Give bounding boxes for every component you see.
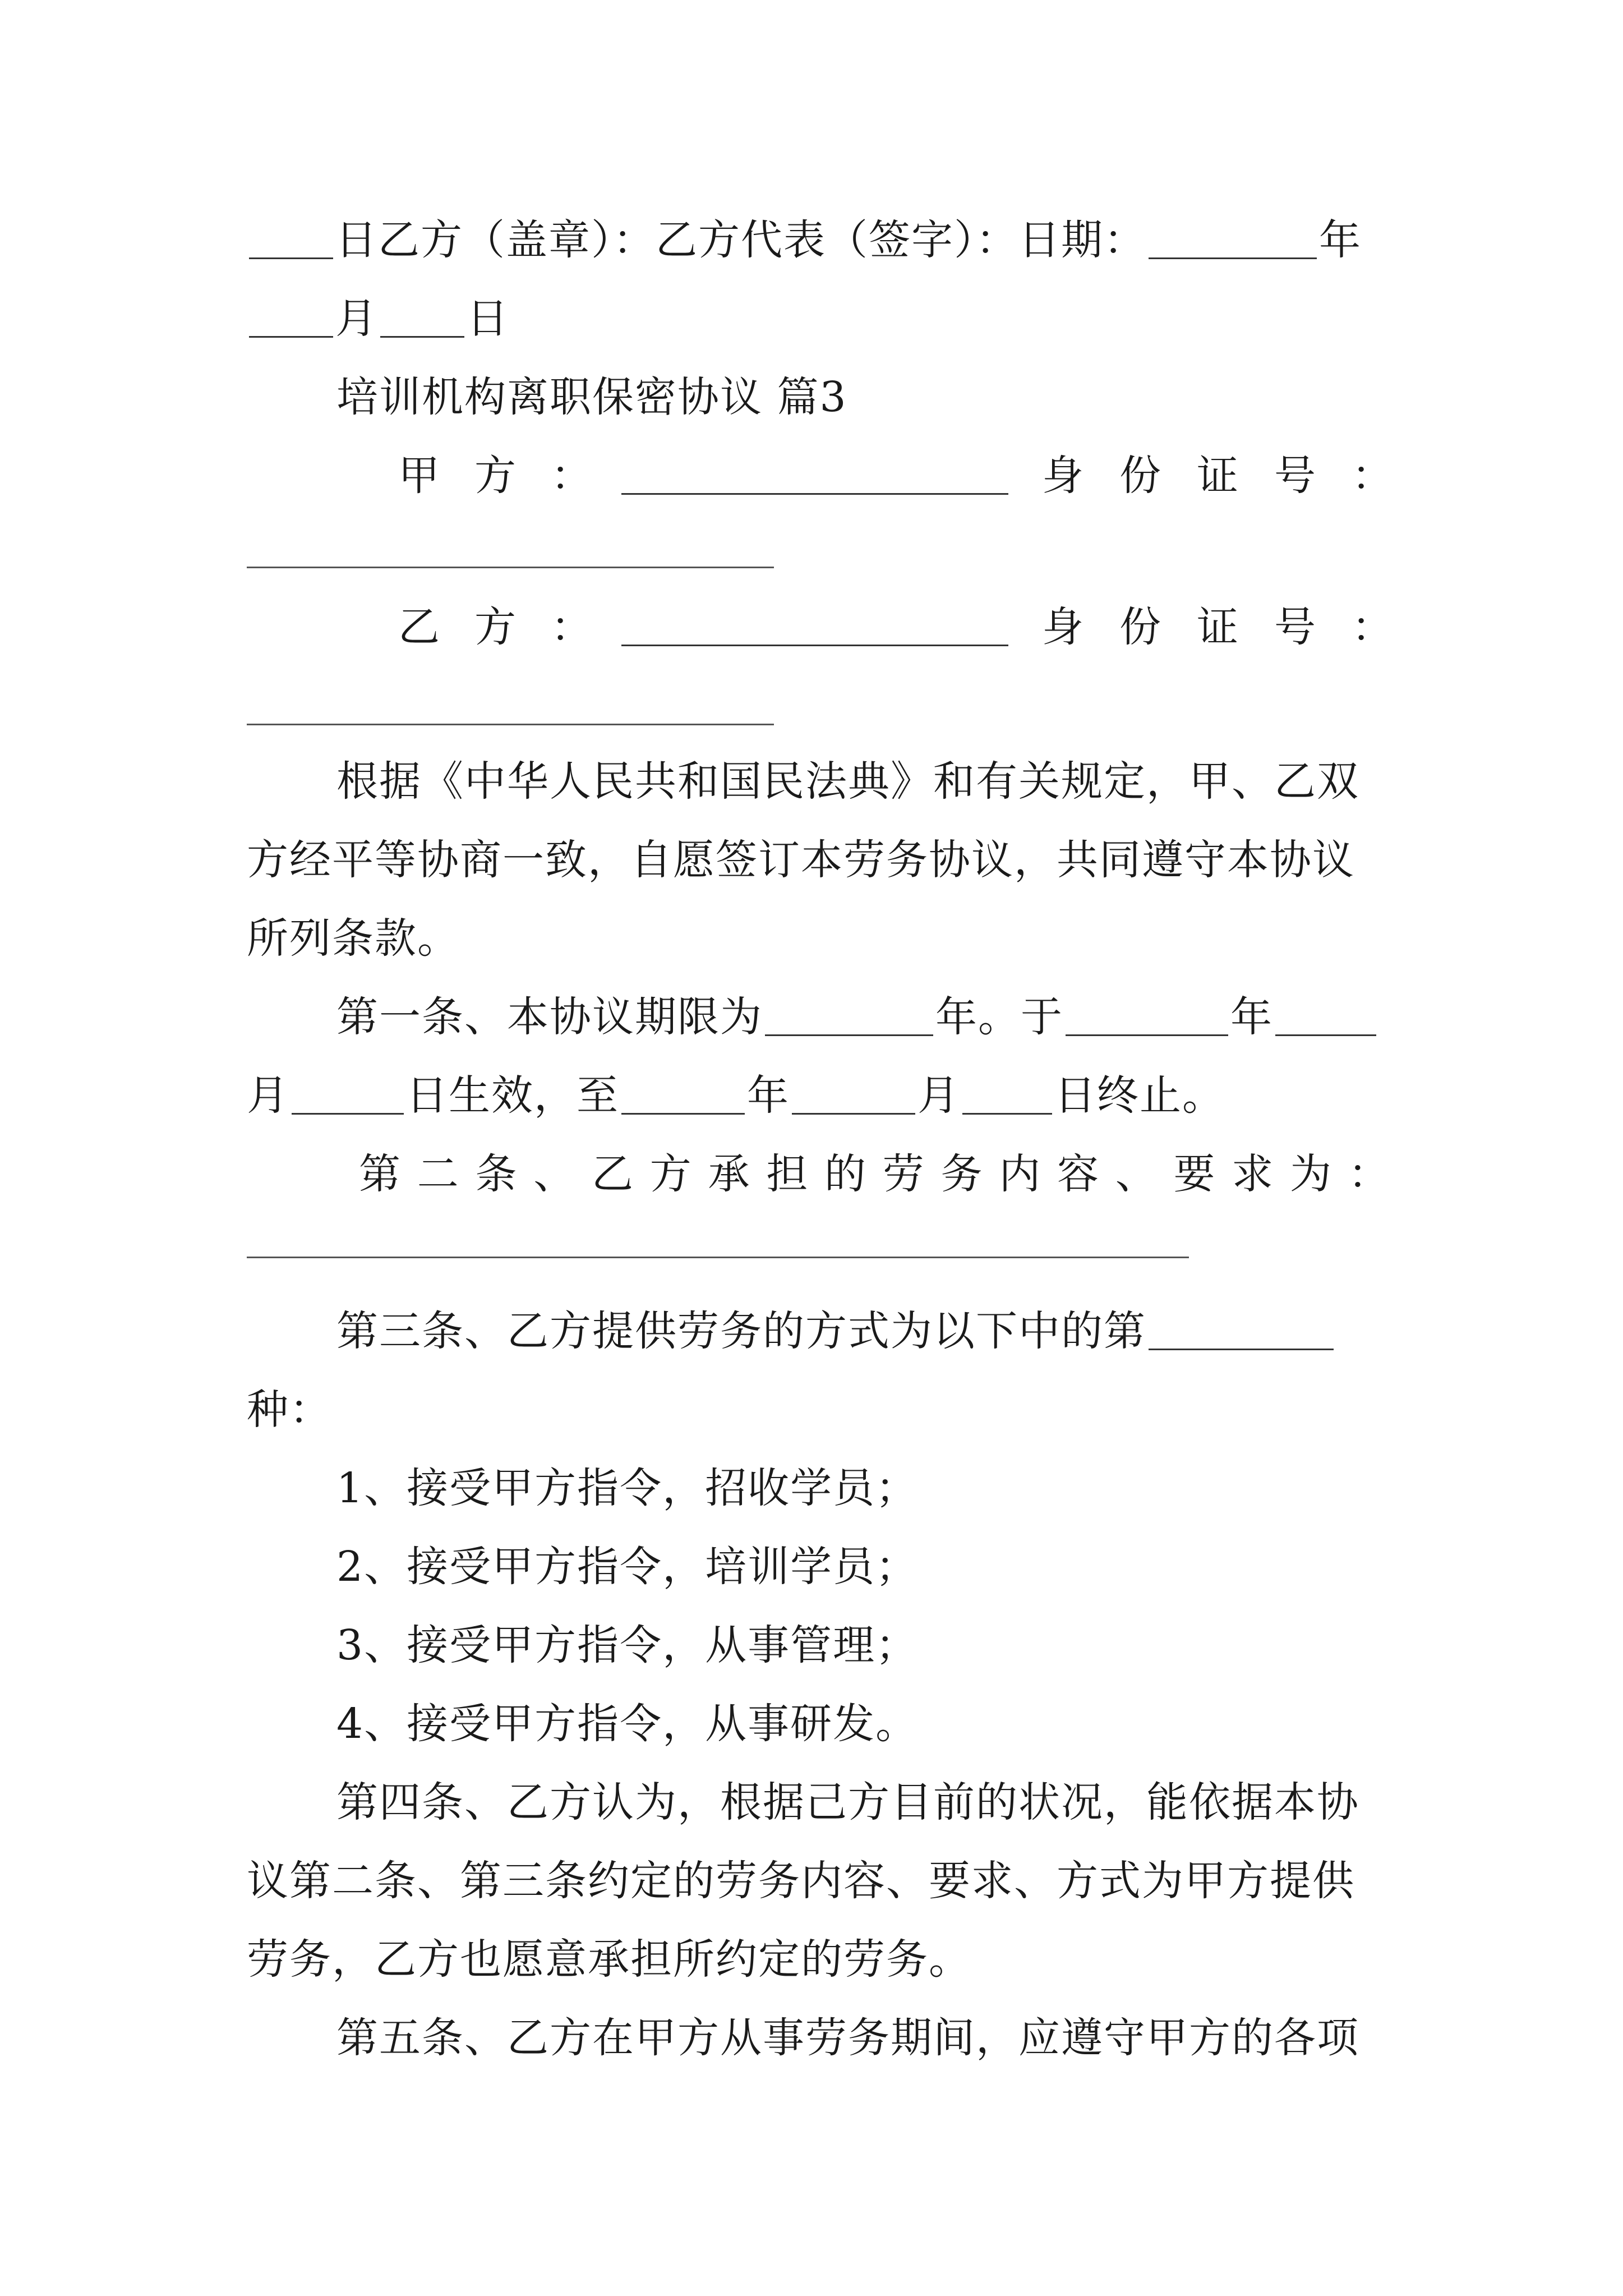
blank-month-prefix[interactable] (249, 297, 333, 338)
article-2-content-blank[interactable] (247, 1257, 1189, 1258)
blank-service-method[interactable] (1149, 1309, 1334, 1350)
id-char: 证 (1197, 603, 1239, 651)
blank-day-value[interactable] (380, 297, 464, 338)
blank-year[interactable] (1149, 218, 1317, 259)
party-b-char: 方 (474, 603, 517, 651)
article-1-line (247, 1069, 1391, 1122)
id-colon: ： (1352, 452, 1394, 500)
party-b-colon: ： (551, 603, 593, 651)
article-2-char: 求 (1232, 1150, 1275, 1198)
article-1-text: 年 (747, 1071, 790, 1120)
blank-end-month[interactable] (792, 1074, 915, 1115)
article-2-char: 劳 (882, 1150, 925, 1198)
article-3-line: 种： (247, 1386, 332, 1434)
article-2-char: 担 (766, 1150, 809, 1198)
blank-end-day[interactable] (962, 1074, 1052, 1115)
section-title: 培训机构离职保密协议 篇3 (336, 373, 847, 421)
article-1-text: 日终止。 (1054, 1071, 1225, 1120)
article-2-char: 承 (708, 1150, 751, 1198)
date-line (247, 292, 1391, 346)
party-a-row (398, 449, 1394, 503)
list-item: 2、接受甲方指令，培训学员； (336, 1543, 919, 1591)
article-2-char: 的 (824, 1150, 867, 1198)
article-5-line: 第五条、乙方在甲方从事劳务期间，应遵守甲方的各项 (336, 2014, 1359, 2062)
party-a-name-blank[interactable] (621, 454, 1008, 495)
id-char: 号 (1274, 452, 1317, 500)
article-2-char: 方 (649, 1150, 693, 1198)
id-char: 份 (1119, 452, 1162, 500)
article-1-text: 日生效，至 (406, 1071, 619, 1120)
id-char: 号 (1274, 603, 1317, 651)
blank-end-year[interactable] (621, 1074, 745, 1115)
article-2-char: 第 (359, 1150, 402, 1198)
article-1-line (336, 990, 1391, 1044)
party-a-char: 甲 (398, 452, 441, 500)
article-2-char: 、 (1115, 1150, 1158, 1198)
article-1-text: 月 (917, 1071, 960, 1120)
id-char: 身 (1042, 603, 1085, 651)
intro-line: 所列条款。 (247, 914, 460, 963)
year-label: 年 (1319, 216, 1362, 264)
party-b-row (398, 600, 1394, 654)
day-label: 日 (467, 295, 509, 343)
article-2-char: 、 (533, 1150, 577, 1198)
article-1-text: 年。于 (935, 993, 1063, 1041)
party-b-name-blank[interactable] (621, 605, 1008, 646)
list-item: 3、接受甲方指令，从事管理； (336, 1621, 919, 1669)
list-item: 4、接受甲方指令，从事研发。 (336, 1700, 919, 1748)
article-2-char: 为 (1290, 1150, 1332, 1198)
blank-term-years[interactable] (765, 995, 933, 1036)
blank-start-month[interactable] (1275, 995, 1376, 1036)
article-4-line: 劳务，乙方也愿意承担所约定的劳务。 (247, 1935, 971, 1984)
month-label: 月 (335, 295, 378, 343)
article-2-char: ： (1348, 1150, 1391, 1198)
signature-line (247, 213, 1391, 267)
article-2-char: 务 (940, 1150, 984, 1198)
article-2-char: 条 (475, 1150, 518, 1198)
article-3-text: 第三条、乙方提供劳务的方式为以下中的第 (336, 1307, 1146, 1355)
blank-day[interactable] (249, 218, 333, 259)
party-a-char: 方 (474, 452, 517, 500)
id-char: 身 (1042, 452, 1085, 500)
article-2-char: 内 (999, 1150, 1042, 1198)
article-2-char: 容 (1057, 1150, 1100, 1198)
id-char: 证 (1197, 452, 1239, 500)
article-4-line: 第四条、乙方认为，根据己方目前的状况，能依据本协 (336, 1778, 1359, 1826)
intro-line: 根据《中华人民共和国民法典》和有关规定，甲、乙双 (336, 757, 1359, 806)
intro-line: 方经平等协商一致，自愿签订本劳务协议，共同遵守本协议 (247, 836, 1355, 884)
article-2-char: 二 (417, 1150, 460, 1198)
id-char: 份 (1119, 603, 1162, 651)
signature-text: 日乙方（盖章）：乙方代表（签字）：日期： (335, 216, 1146, 264)
article-1-text: 月 (247, 1071, 289, 1120)
party-b-char: 乙 (398, 603, 441, 651)
article-2-char: 乙 (592, 1150, 634, 1198)
party-b-id-blank[interactable] (247, 724, 774, 725)
list-item: 1、接受甲方指令，招收学员； (336, 1464, 919, 1512)
article-3-line (336, 1304, 1391, 1358)
id-colon: ： (1352, 603, 1394, 651)
party-a-colon: ： (551, 452, 593, 500)
article-1-text: 第一条、本协议期限为 (336, 993, 763, 1041)
article-2-char: 要 (1173, 1150, 1216, 1198)
blank-start-day[interactable] (292, 1074, 404, 1115)
article-4-line: 议第二条、第三条约定的劳务内容、要求、方式为甲方提供 (247, 1857, 1355, 1905)
party-a-id-blank[interactable] (247, 567, 774, 568)
article-2-line (359, 1147, 1391, 1201)
article-1-text: 年 (1230, 993, 1273, 1041)
blank-start-year[interactable] (1066, 995, 1228, 1036)
